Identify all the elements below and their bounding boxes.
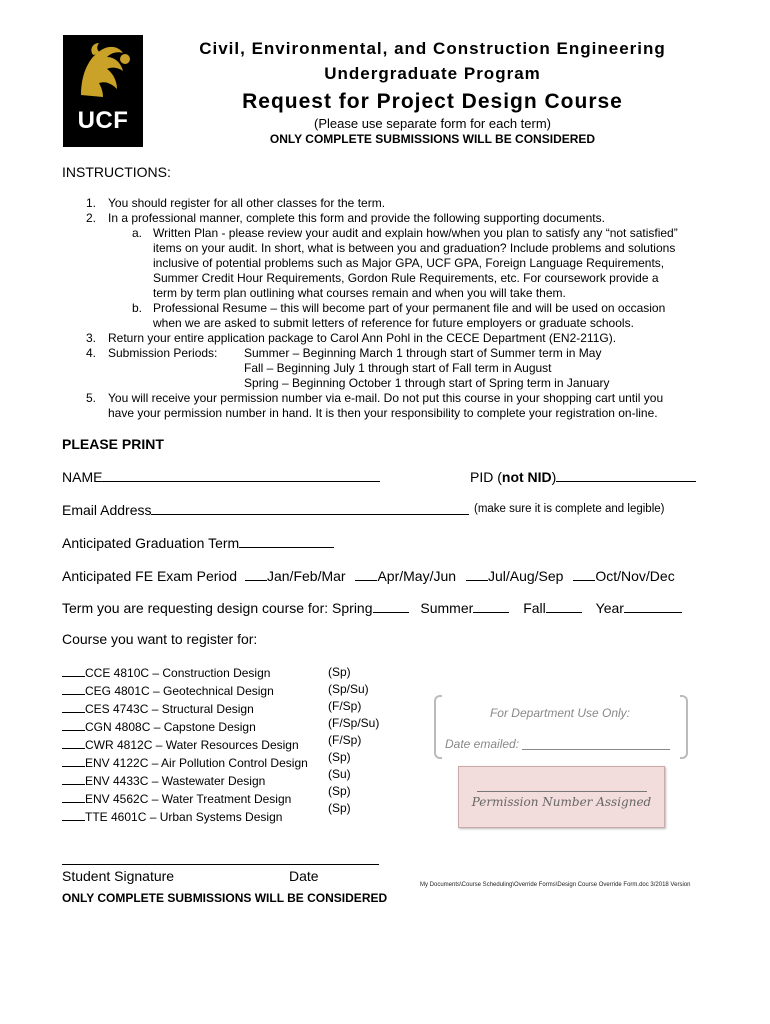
graduation-term-blank[interactable] (239, 534, 334, 548)
fe-option-blank[interactable] (466, 567, 488, 581)
instruction-item-5-cont: have your permission number in hand. It is then your responsibility to complete your registration on-line. (108, 406, 658, 420)
email-field[interactable] (62, 501, 469, 518)
date-emailed-blank[interactable] (522, 749, 670, 750)
fe-exam-label: Anticipated FE Exam Period (62, 568, 238, 584)
submission-period-spring: Spring – Beginning October 1 through start of Spring term in January (244, 376, 610, 390)
fe-option-jul: Jul/Aug/Sep (487, 568, 564, 584)
fe-option-blank[interactable] (573, 567, 595, 581)
term-request-label: Term you are requesting design course for: (62, 600, 329, 616)
term-year-blank[interactable] (624, 599, 682, 613)
graduation-term-field[interactable] (62, 534, 334, 551)
form-notice: ONLY COMPLETE SUBMISSIONS WILL BE CONSIDERED (269, 132, 596, 146)
course-checkbox-blank[interactable] (62, 790, 85, 803)
instruction-2a-line: items on your audit. In short, what is between you and graduation? Include problems and solutions (153, 241, 676, 255)
list-letter: a. (132, 226, 143, 240)
list-number: 1. (86, 196, 97, 210)
email-label: Email Address (62, 502, 152, 518)
term-fall-label: Fall (523, 600, 546, 616)
course-row[interactable] (62, 682, 308, 700)
course-list (62, 664, 308, 826)
department-use-title: For Department Use Only: (489, 706, 631, 720)
course-terms (328, 664, 379, 817)
course-row[interactable] (62, 718, 308, 736)
course-row[interactable] (62, 736, 308, 754)
course-name: ENV 4433C – Wastewater Design (85, 774, 266, 788)
fe-option-blank[interactable] (245, 567, 267, 581)
course-name: CCE 4810C – Construction Design (85, 666, 271, 680)
course-row[interactable] (62, 664, 308, 682)
term-summer-label: Summer (420, 600, 474, 616)
instruction-2b-line: when we are asked to submit letters of reference for future employers or graduate schools. (153, 316, 634, 330)
email-blank[interactable] (151, 501, 469, 515)
course-name: CGN 4808C – Capstone Design (85, 720, 256, 734)
list-number: 3. (86, 331, 97, 345)
instruction-2a-line: Written Plan - please review your audit and explain how/when you plan to satisfy any “not satisfied” (153, 226, 678, 240)
program-name: Undergraduate Program (324, 64, 541, 83)
course-checkbox-blank[interactable] (62, 754, 85, 767)
fe-option-jan: Jan/Feb/Mar (266, 568, 346, 584)
course-row[interactable] (62, 790, 308, 808)
signature-label: Student Signature (62, 868, 175, 884)
course-term: (Sp) (328, 750, 351, 764)
submission-period-fall: Fall – Beginning July 1 through start of Fall term in August (244, 361, 552, 375)
please-print-heading: PLEASE PRINT (62, 436, 164, 452)
date-label: Date (289, 868, 319, 884)
course-row[interactable] (62, 808, 308, 826)
pid-field[interactable] (470, 468, 696, 485)
pid-label-suffix: ) (551, 469, 557, 485)
instruction-item-2: In a professional manner, complete this form and provide the following supporting documents. (108, 211, 605, 225)
pid-label-prefix: PID ( (470, 469, 502, 485)
course-term: (Sp) (328, 801, 351, 815)
term-fall-blank[interactable] (546, 599, 582, 613)
course-checkbox-blank[interactable] (62, 700, 85, 713)
course-row[interactable] (62, 754, 308, 772)
fe-option-oct: Oct/Nov/Dec (595, 568, 675, 584)
instruction-2a-line: term by term plan outlining what courses remain and when you will take them. (153, 286, 566, 300)
course-name: ENV 4122C – Air Pollution Control Design (85, 756, 308, 770)
list-number: 4. (86, 346, 97, 360)
email-note: (make sure it is complete and legible) (474, 503, 665, 515)
course-name: CES 4743C – Structural Design (85, 702, 254, 716)
graduation-term-label: Anticipated Graduation Term (62, 535, 240, 551)
course-checkbox-blank[interactable] (62, 664, 85, 677)
course-name: CEG 4801C – Geotechnical Design (85, 684, 274, 698)
list-letter: b. (132, 301, 143, 315)
instruction-item-5: You will receive your permission number via e-mail. Do not put this course in your shopping cart until you (108, 391, 664, 405)
form-subtitle: (Please use separate form for each term) (314, 116, 551, 131)
course-term: (Su) (328, 767, 351, 781)
term-year-label: Year (595, 600, 624, 616)
name-field[interactable] (62, 468, 380, 485)
list-number: 2. (86, 211, 97, 225)
instruction-2b-line: Professional Resume – this will become part of your permanent file and will be used on occasion (153, 301, 666, 315)
permission-number-blank[interactable] (477, 791, 647, 792)
course-name: ENV 4562C – Water Treatment Design (85, 792, 292, 806)
course-row[interactable] (62, 700, 308, 718)
right-bracket (680, 695, 688, 759)
pid-blank[interactable] (556, 468, 696, 482)
course-checkbox-blank[interactable] (62, 772, 85, 785)
course-term: (Sp) (328, 784, 351, 798)
instruction-item-1: You should register for all other classes for the term. (108, 196, 386, 210)
course-term: (Sp/Su) (328, 682, 369, 696)
form-title: Request for Project Design Course (242, 90, 623, 113)
course-term: (F/Sp/Su) (328, 716, 380, 730)
course-term: (F/Sp) (328, 733, 362, 747)
instruction-2a-line: inclusive of potential problems such as Major GPA, UCF GPA, Foreign Language Requirements, (153, 256, 665, 270)
ucf-logo (63, 35, 143, 147)
date-emailed-label: Date emailed: (445, 737, 520, 751)
course-term: (Sp) (328, 665, 351, 679)
pid-label-bold: not NID (501, 469, 552, 485)
footer-notice: ONLY COMPLETE SUBMISSIONS WILL BE CONSIDERED (62, 891, 388, 905)
instructions-heading: INSTRUCTIONS: (62, 164, 171, 180)
pegasus-icon (63, 35, 143, 105)
course-checkbox-blank[interactable] (62, 808, 85, 821)
term-spring-label: Spring (332, 600, 373, 616)
fe-exam-field (62, 567, 675, 584)
name-label: NAME (62, 469, 103, 485)
submission-period-summer: Summer – Beginning March 1 through start of Summer term in May (244, 346, 602, 360)
permission-number-label: Permission Number Assigned (471, 795, 652, 809)
fe-option-apr: Apr/May/Jun (377, 568, 457, 584)
document-path: My Documents\Course Scheduling\Override Forms\Design Course Override Form.doc 3/2018 Version (420, 882, 691, 888)
permission-number-box (458, 766, 665, 828)
signature-line[interactable] (62, 864, 379, 865)
term-spring-blank[interactable] (373, 599, 409, 613)
course-checkbox-blank[interactable] (62, 736, 85, 749)
course-checkbox-blank[interactable] (62, 718, 85, 731)
name-blank[interactable] (102, 468, 380, 482)
instruction-item-4: Submission Periods: (108, 346, 218, 360)
course-list-heading: Course you want to register for: (62, 631, 258, 647)
left-bracket (434, 695, 442, 759)
course-name: TTE 4601C – Urban Systems Design (85, 810, 283, 824)
list-number: 5. (86, 391, 97, 405)
department-name: Civil, Environmental, and Construction Engineering (199, 39, 666, 58)
term-summer-blank[interactable] (473, 599, 509, 613)
fe-option-blank[interactable] (355, 567, 377, 581)
ucf-wordmark: UCF (77, 107, 129, 134)
course-row[interactable] (62, 772, 308, 790)
course-name: CWR 4812C – Water Resources Design (85, 738, 299, 752)
term-request-field (62, 599, 682, 616)
course-checkbox-blank[interactable] (62, 682, 85, 695)
instruction-2a-line: Summer Credit Hour Requirements, Gordon Rule Requirements, etc. For coursework provide a (153, 271, 659, 285)
instruction-item-3: Return your entire application package to Carol Ann Pohl in the CECE Department (EN2-211G). (108, 331, 617, 345)
course-term: (F/Sp) (328, 699, 362, 713)
